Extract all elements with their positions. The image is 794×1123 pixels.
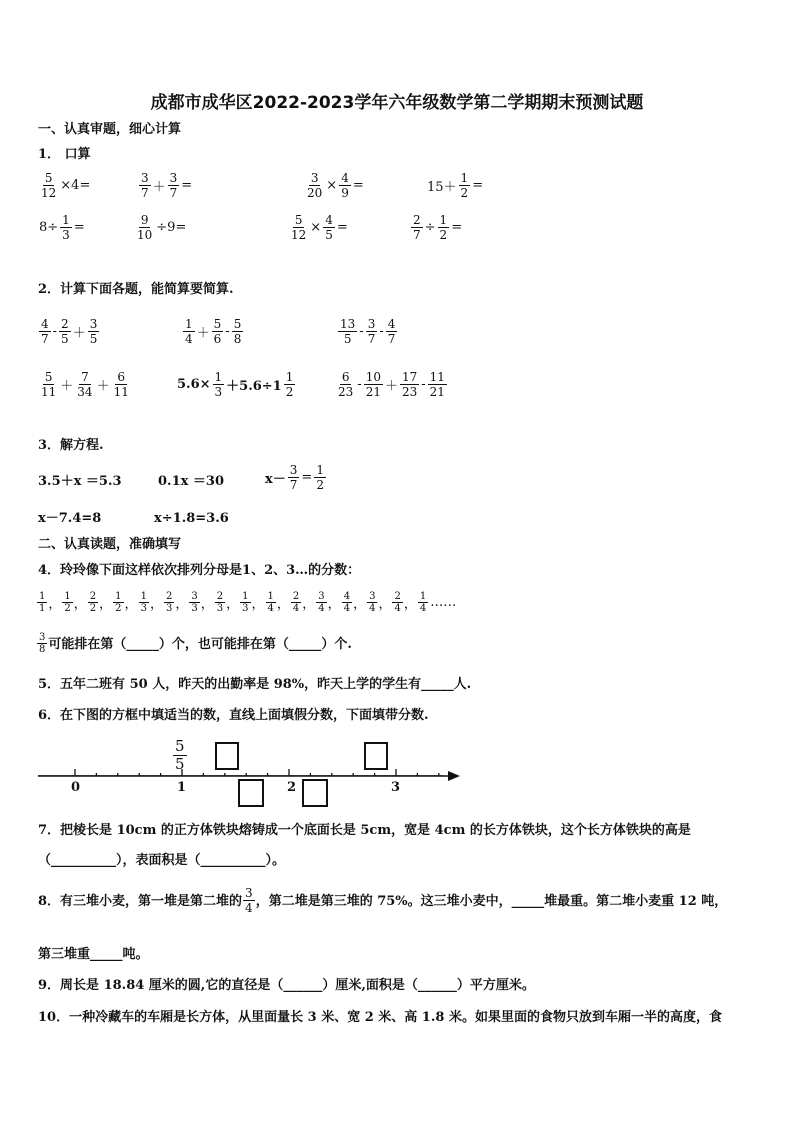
q4-sequence-fraction: $\frac{3}{3}$ [191,591,198,614]
tick-label-2: 2 [287,780,297,795]
q2-expr-4: $\frac{5}{11}$ ＋ $\frac{7}{34}$ ＋ $\frac{6}{11}$ [41,370,129,399]
tick-label-3: 3 [391,780,401,795]
q2-expr-2: $\frac{1}{4}$ ＋ $\frac{5}{6}$ - $\frac{5}{8}$ [185,317,242,346]
arrow-right-icon [448,771,460,781]
page-title: 成都市成华区2022-2023学年六年级数学第二学期期末预测试题 [150,93,644,113]
q3-equation-3: x－ $\frac{3}{7}$ = $\frac{1}{2}$ [265,463,324,492]
q4-sequence-fraction: $\frac{3}{4}$ [318,591,325,614]
q2-expr-5: 5.6× $\frac{1}{3}$ ＋5.6÷1 $\frac{1}{2}$ [177,370,294,399]
q6-text: 6．在下图的方框中填适当的数，直线上面填假分数，下面填带分数. [38,708,429,723]
q3-equation-1: 3.5＋x ＝5.3 [38,474,122,489]
q4-sequence-fraction: $\frac{1}{2}$ [115,591,122,614]
q6-above-fraction: $\frac{5}{5}$ [175,737,185,773]
q4-sequence-fraction: $\frac{2}{4}$ [292,591,300,614]
q4-text: 4．玲玲像下面这样依次排列分母是1、2、3…的分数： [38,563,361,578]
q4-sequence-fraction: $\frac{1}{3}$ [140,591,147,614]
q8-line-1: 8．有三堆小麦，第一堆是第二堆的 $\frac{3}{4}$ ，第二堆是第三堆的 75%。这三堆小麦中，_____堆最重。第二堆小麦重 12 吨， [38,886,728,915]
q4-sequence-fraction: $\frac{1}{2}$ [64,591,71,614]
q8-line-2: 第三堆重_____吨。 [38,947,149,962]
q10-text: 10．一种冷藏车的车厢是长方体，从里面量长 3 米、宽 2 米、高 1.8 米。如果里面的食物只放到车厢一半的高度，食 [38,1010,722,1025]
q2-label: 2．计算下面各题，能简算要简算. [38,282,234,297]
q4-sequence-fraction: $\frac{3}{4}$ [369,591,376,614]
q4-sequence-fraction: $\frac{2}{3}$ [216,591,224,614]
q4-sequence-fraction: $\frac{1}{3}$ [242,591,249,614]
q7-line-2: （__________），表面积是（__________）。 [38,853,286,868]
q1-item-a4: 15＋ $\frac{1}{2}$ = [427,171,484,200]
q2-expr-6: $\frac{6}{23}$ - $\frac{10}{21}$ ＋ $\frac{17}{23}$ - $\frac{11}{21}$ [338,370,445,399]
section-1-heading: 一、认真审题，细心计算 [38,122,182,137]
section-2-heading: 二、认真读题，准确填写 [38,537,182,552]
q1-item-a2: $\frac{3}{7}$ ＋ $\frac{3}{7}$ = [141,171,193,200]
q2-expr-3: $\frac{13}{5}$ - $\frac{3}{7}$ - $\frac{4}{7}$ [340,317,396,346]
q1-item-b1: 8÷ $\frac{1}{3}$ = [39,213,85,242]
q3-equation-4: x－7.4=8 [38,511,102,526]
q4-ellipsis: …… [430,595,457,610]
tick-label-0: 0 [71,780,81,795]
q5-text: 5．五年二班有 50 人，昨天的出勤率是 98%，昨天上学的学生有_____人. [38,677,472,692]
q1-item-a3: $\frac{3}{20}$ × $\frac{4}{9}$ = [307,171,364,200]
q4-sequence-fraction: $\frac{1}{4}$ [419,591,427,614]
q7-line-1: 7．把棱长是 10cm 的正方体铁块熔铸成一个底面长是 5cm，宽是 4cm 的长方体铁块，这个长方体铁块的高是 [38,823,691,838]
q4-sequence-fraction: $\frac{1}{1}$ [39,591,46,614]
q4-sequence-fraction: $\frac{2}{2}$ [89,591,97,614]
q4-sequence-fraction: $\frac{4}{4}$ [343,591,351,614]
tick-label-1: 1 [177,780,187,795]
q4-question: $\frac{3}{8}$ 可能排在第（_____）个，也可能排在第（_____）个. [39,632,352,655]
q3-equation-5: x÷1.8=3.6 [154,511,229,526]
q3-equation-2: 0.1x ＝30 [158,474,224,489]
q9-text: 9．周长是 18.84 厘米的圆,它的直径是（______）厘米,面积是（______）平方厘米。 [38,978,535,993]
q1-item-b3: $\frac{5}{12}$ × $\frac{4}{5}$ = [291,213,348,242]
q1-item-b4: $\frac{2}{7}$ ÷ $\frac{1}{2}$ = [413,213,463,242]
q1-item-b2: $\frac{9}{10}$ ÷9= [137,213,187,242]
q4-sequence-fraction: $\frac{1}{4}$ [267,591,274,614]
q1-item-a1: $\frac{5}{12}$ ×4= [41,171,91,200]
q2-expr-1: $\frac{4}{7}$ - $\frac{2}{5}$ ＋ $\frac{3}{5}$ [41,317,98,346]
q1-label: 1． 口算 [38,147,91,162]
q3-label: 3．解方程. [38,438,104,453]
q6-answer-box-below-2[interactable] [302,779,328,807]
q4-sequence-fraction: $\frac{2}{3}$ [165,591,173,614]
q4-fraction-sequence: $\frac{1}{1}$ ， $\frac{1}{2}$ ， $\frac{2}{2}$ ， $\frac{1}{2}$ ， $\frac{1}{3}$ ， $\frac{2}{3}$ ， $\frac{3}{3}$ ， $\frac{2}{3}$ ， $\frac{1}{3}$ ， $\frac{1}{4}$ ， $\frac{2}{4}$ ， $\frac{3}{4}$ ， $\frac{4}{4}$ ， $\frac{3}{4}$ ， $\frac{2}{4}$ ， $\frac{1}{4}$ …… [39,591,457,614]
q4-sequence-fraction: $\frac{2}{4}$ [394,591,401,614]
q6-answer-box-below-1[interactable] [238,779,264,807]
